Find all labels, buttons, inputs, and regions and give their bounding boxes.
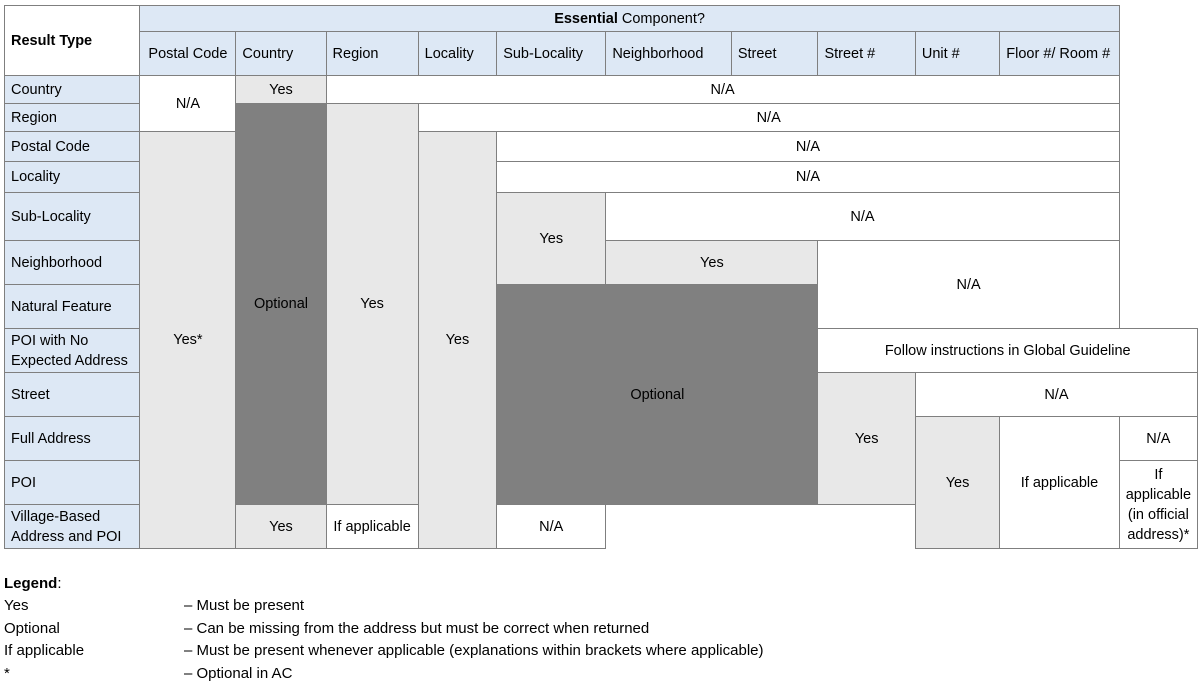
col-header-neighborhood: Neighborhood (606, 32, 732, 76)
row-label-country: Country (5, 76, 140, 104)
cell-street-column-yes: Yes (818, 373, 915, 505)
essential-header-bold: Essential (554, 10, 618, 27)
row-label-full-address: Full Address (5, 417, 140, 461)
row-label-neighborhood: Neighborhood (5, 241, 140, 285)
legend-desc: – Must be present whenever applicable (explanations within brackets where applicable) (184, 642, 764, 660)
cell-country-region-postal-code: N/A (140, 76, 236, 132)
legend-item (4, 663, 764, 685)
cell-village-street-na: N/A (497, 505, 606, 549)
cell-optional-block: Optional (497, 285, 818, 505)
col-header-sub-locality: Sub-Locality (497, 32, 606, 76)
cell-floor-if-applicable-official: If applicable (in official address)* (1119, 461, 1197, 549)
cell-sub-locality-yes: Yes (497, 193, 606, 285)
row-label-region: Region (5, 104, 140, 132)
component-header-text: Component? (617, 10, 705, 27)
row-label-sub-locality: Sub-Locality (5, 193, 140, 241)
legend-item (4, 640, 764, 662)
col-header-unit-number: Unit # (915, 32, 999, 76)
legend-term: Optional (4, 619, 60, 637)
cell-street-rest: N/A (915, 373, 1197, 417)
legend-term: * (4, 664, 10, 682)
legend (4, 573, 764, 685)
cell-locality-rest: N/A (497, 162, 1120, 193)
cell-neighborhood-yes: Yes (606, 241, 818, 285)
legend-term: Yes (4, 597, 29, 615)
cell-full-address-floor-na: N/A (1119, 417, 1197, 461)
result-type-header: Result Type (5, 6, 140, 76)
cell-village-neighborhood-if-applicable: If applicable (326, 505, 418, 549)
essential-components-table (4, 5, 1198, 549)
cell-country-column-optional: Optional (236, 104, 326, 505)
legend-title-text: Legend (4, 575, 58, 592)
cell-country-rest: N/A (326, 76, 1119, 104)
cell-region-column-yes: Yes (326, 104, 418, 505)
cell-village-sub-locality-yes: Yes (236, 505, 326, 549)
row-label-poi-no-address: POI with No Expected Address (5, 329, 140, 373)
legend-item (4, 595, 764, 617)
row-label-locality: Locality (5, 162, 140, 193)
legend-title-colon: : (57, 575, 62, 592)
col-header-postal-code: Postal Code (140, 32, 236, 76)
col-header-region: Region (326, 32, 418, 76)
row-label-village-based: Village-Based Address and POI (5, 505, 140, 549)
cell-locality-column-yes: Yes (418, 132, 497, 549)
row-label-street: Street (5, 373, 140, 417)
row-label-poi: POI (5, 461, 140, 505)
col-header-floor-room: Floor #/ Room # (1000, 32, 1119, 76)
legend-title (4, 573, 764, 595)
cell-country-country: Yes (236, 76, 326, 104)
cell-street-number-yes: Yes (915, 417, 999, 549)
cell-follow-guideline: Follow instructions in Global Guideline (818, 329, 1198, 373)
row-label-postal-code: Postal Code (5, 132, 140, 162)
col-header-locality: Locality (418, 32, 497, 76)
legend-desc: – Can be missing from the address but must be correct when returned (184, 619, 650, 637)
row-label-natural-feature: Natural Feature (5, 285, 140, 329)
legend-term: If applicable (4, 642, 85, 660)
cell-neighborhood-natural-feature-na: N/A (818, 241, 1119, 329)
cell-unit-if-applicable: If applicable (1000, 417, 1119, 549)
essential-component-header (140, 6, 1119, 32)
cell-region-rest: N/A (418, 104, 1119, 132)
cell-postal-code-column-yes: Yes* (140, 132, 236, 549)
col-header-street: Street (731, 32, 818, 76)
col-header-country: Country (236, 32, 326, 76)
legend-desc: – Optional in AC (184, 664, 293, 682)
cell-postal-code-rest: N/A (497, 132, 1120, 162)
cell-sub-locality-rest: N/A (606, 193, 1119, 241)
legend-item (4, 618, 764, 640)
col-header-street-number: Street # (818, 32, 915, 76)
legend-desc: – Must be present (184, 597, 305, 615)
